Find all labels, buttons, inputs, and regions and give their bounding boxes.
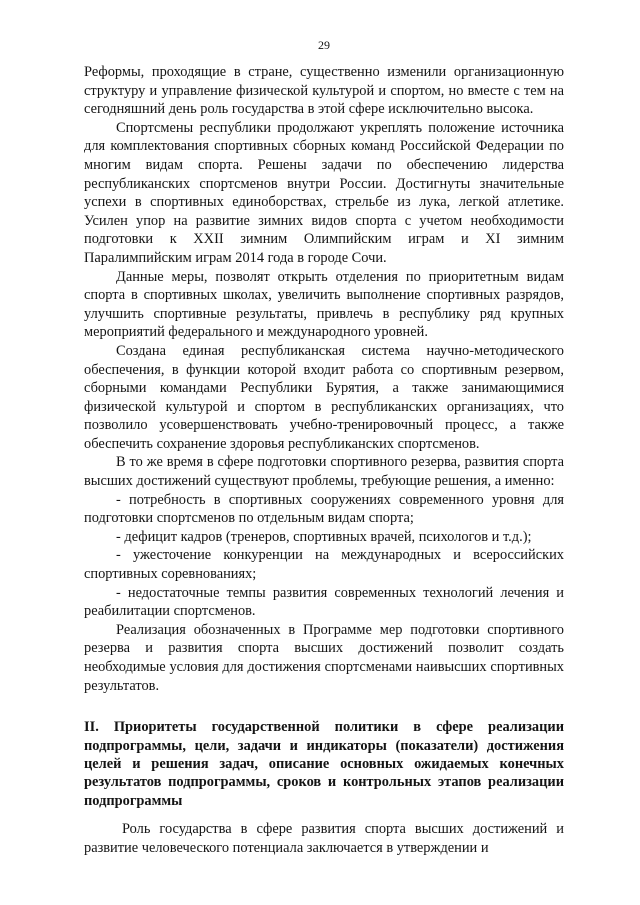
paragraph-measures: Данные меры, позволят открыть отделения по приоритетным видам спорта в спортивных школах, увеличить выполнение спортивных разрядов, улучшить спортивные результаты, привлечь в республику ряд крупных мероприятий федерального и международного уровней. <box>84 268 564 341</box>
paragraph-problems-intro: В то же время в сфере подготовки спортивного резерва, развития спорта высших достижений существуют проблемы, требующие решения, а именно: <box>84 454 564 490</box>
paragraph-state-role: Роль государства в сфере развития спорта высших достижений и развитие человеческого потенциала заключается в утверждении и <box>84 821 564 856</box>
problem-list-item: - недостаточные темпы развития современных технологий лечения и реабилитации спортсменов. <box>84 584 564 620</box>
document-page <box>84 38 564 857</box>
paragraph-reforms: Реформы, проходящие в стране, существенно изменили организационную структуру и управление физической культурой и спортом, но вместе с тем на сегодняшний день роль государства в этой сфере исключительно высока. <box>84 64 564 118</box>
section-heading: II. Приоритеты государственной политики в сфере реализации подпрограммы, цели, задачи и индикаторы (показатели) достижения целей и решения задач, описание основных ожидаемых конечных результатов подпрограммы, сроков и контрольных этапов реализации подпрограммы <box>84 719 564 809</box>
problem-list-item: - потребность в спортивных сооружениях современного уровня для подготовки спортсменов по отдельным видам спорта; <box>84 491 564 527</box>
paragraph-athletes: Спортсмены республики продолжают укреплять положение источника для комплектования спортивных сборных команд Российской Федерации по многим видам спорта. Решены задачи по обеспечению лидерства республиканских спортсменов внутри России. Достигнуты значительные успехи в спортивных единоборствах, стрельбе из лука, легкой атлетике. Усилен упор на развитие зимних видов спорта с учетом необходимости подготовки к XXII зимним Олимпийским играм и XI зимним Паралимпийским играм 2014 года в городе Сочи. <box>84 119 564 266</box>
problem-list-item: - дефицит кадров (тренеров, спортивных врачей, психологов и т.д.); <box>116 528 532 545</box>
paragraph-implementation: Реализация обозначенных в Программе мер подготовки спортивного резерва и развития спорта высших достижений позволит создать необходимые условия для достижения спортсменами наивысших спортивных результатов. <box>84 621 564 694</box>
problem-list-item: - ужесточение конкуренции на международных и всероссийских спортивных соревнованиях; <box>84 547 564 583</box>
page-number: 29 <box>318 38 330 52</box>
paragraph-scientific-system: Создана единая республиканская система научно-методического обеспечения, в функции которой входит работа со спортивным резервом, сборными командами Республики Бурятия, а также занимающимися физической культурой и спортом в республиканских организациях, что позволило усовершенствовать учебно-тренировочный процесс, а также обеспечить сохранение здоровья республиканских спортсменов. <box>84 342 564 452</box>
